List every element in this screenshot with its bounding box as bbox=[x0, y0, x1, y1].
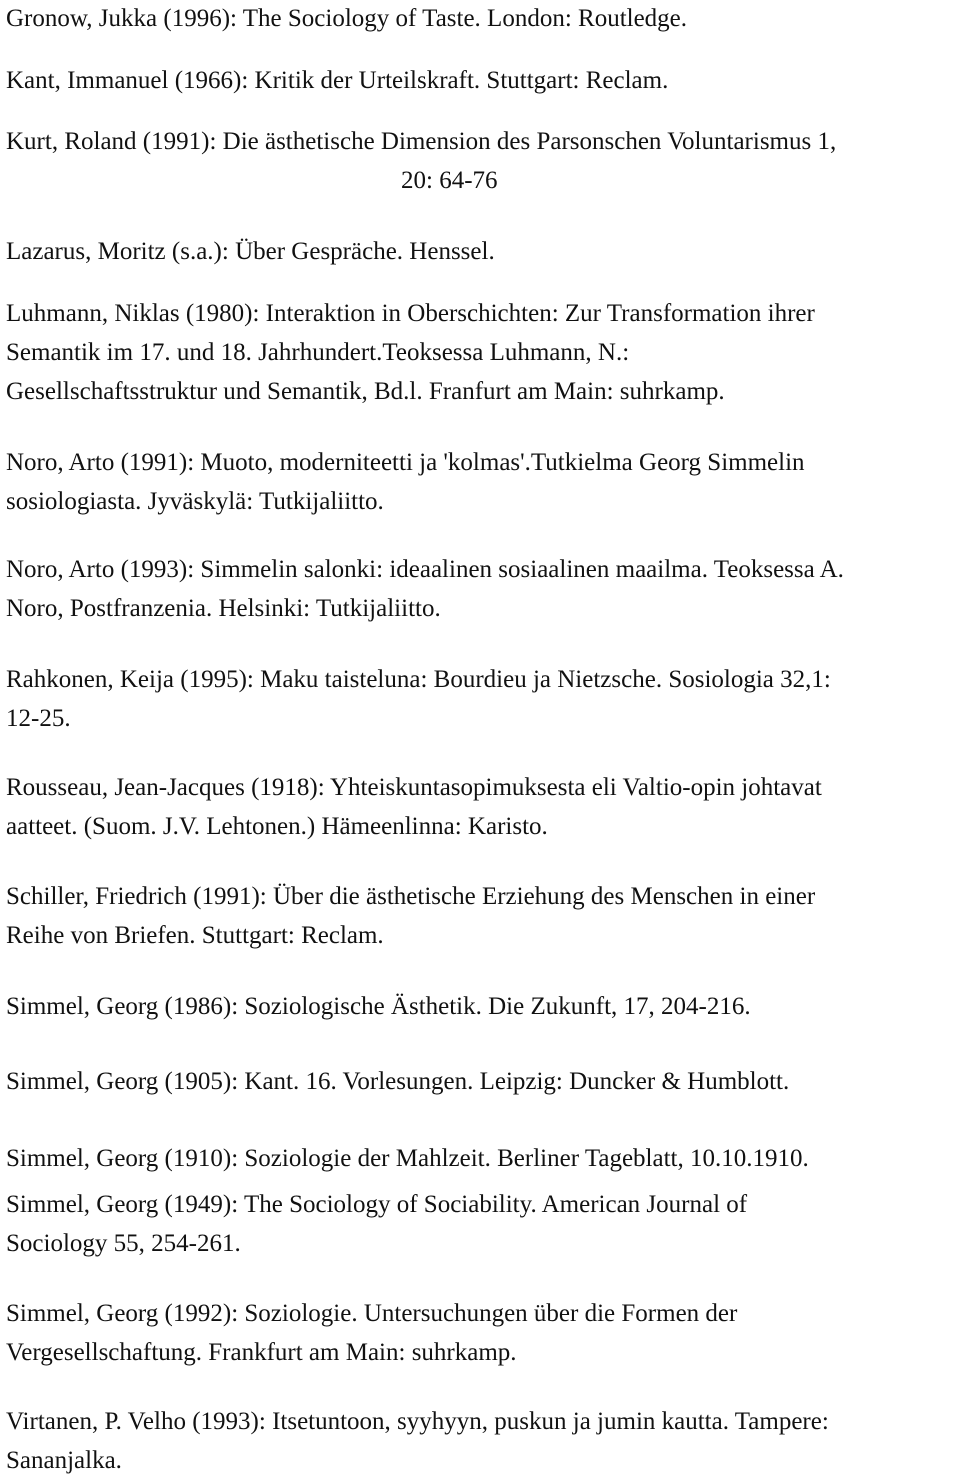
reference-text-line: Virtanen, P. Velho (1993): Itsetuntoon, syyhyyn, puskun ja jumin kautta. Tampere: bbox=[6, 1408, 829, 1435]
reference-item bbox=[6, 987, 956, 1026]
reference-text-line: Simmel, Georg (1910): Soziologie der Mahlzeit. Berliner Tageblatt, 10.10.1910. bbox=[6, 1145, 809, 1172]
reference-text-line: Rahkonen, Keija (1995): Maku taisteluna: Bourdieu ja Nietzsche. Sosiologia 32,1: bbox=[6, 666, 831, 693]
reference-text-line: Reihe von Briefen. Stuttgart: Reclam. bbox=[6, 922, 384, 949]
reference-text-line: Noro, Postfranzenia. Helsinki: Tutkijaliitto. bbox=[6, 595, 441, 622]
reference-text-line: Noro, Arto (1993): Simmelin salonki: ideaalinen sosiaalinen maailma. Teoksessa A. bbox=[6, 556, 844, 583]
reference-item bbox=[6, 550, 956, 628]
reference-item bbox=[6, 0, 956, 38]
reference-text-line: Sociology 55, 254-261. bbox=[6, 1230, 241, 1257]
reference-text-line: Simmel, Georg (1949): The Sociology of Sociability. American Journal of bbox=[6, 1191, 748, 1218]
reference-item bbox=[6, 1139, 956, 1178]
reference-text-line: 20: 64-76 bbox=[401, 167, 498, 194]
reference-text-line: Rousseau, Jean-Jacques (1918): Yhteiskuntasopimuksesta eli Valtio-opin johtavat bbox=[6, 774, 822, 801]
reference-text-line: Schiller, Friedrich (1991): Über die ästhetische Erziehung des Menschen in einer bbox=[6, 883, 816, 910]
reference-text-line: Luhmann, Niklas (1980): Interaktion in Oberschichten: Zur Transformation ihrer bbox=[6, 300, 815, 327]
reference-item bbox=[6, 768, 956, 846]
reference-item bbox=[6, 61, 956, 100]
reference-item bbox=[6, 1185, 956, 1263]
reference-item bbox=[6, 660, 956, 738]
reference-item bbox=[6, 877, 956, 955]
reference-text-line: aatteet. (Suom. J.V. Lehtonen.) Hämeenlinna: Karisto. bbox=[6, 813, 548, 840]
reference-text-line: Kurt, Roland (1991): Die ästhetische Dimension des Parsonschen Voluntarismus 1, bbox=[6, 128, 837, 155]
reference-text-line: Sananjalka. bbox=[6, 1447, 122, 1474]
reference-text-line: 12-25. bbox=[6, 705, 71, 732]
reference-text-line: Simmel, Georg (1905): Kant. 16. Vorlesungen. Leipzig: Duncker & Humblott. bbox=[6, 1068, 790, 1095]
reference-text-line: Gesellschaftsstruktur und Semantik, Bd.l. Franfurt am Main: suhrkamp. bbox=[6, 378, 725, 405]
reference-item bbox=[6, 1062, 956, 1101]
reference-text-line: Vergesellschaftung. Frankfurt am Main: suhrkamp. bbox=[6, 1339, 517, 1366]
reference-item bbox=[6, 294, 956, 411]
reference-text-line: Lazarus, Moritz (s.a.): Über Gespräche. Henssel. bbox=[6, 238, 495, 265]
reference-text-line: Simmel, Georg (1986): Soziologische Ästhetik. Die Zukunft, 17, 204-216. bbox=[6, 993, 751, 1020]
reference-item bbox=[6, 1402, 956, 1480]
reference-item bbox=[6, 443, 956, 521]
reference-item bbox=[6, 232, 956, 271]
reference-item bbox=[6, 1294, 956, 1372]
reference-text-line: sosiologiasta. Jyväskylä: Tutkijaliitto. bbox=[6, 488, 384, 515]
reference-text-line: Noro, Arto (1991): Muoto, moderniteetti ja 'kolmas'.Tutkielma Georg Simmelin bbox=[6, 449, 805, 476]
reference-item bbox=[6, 122, 956, 200]
reference-text-line: Simmel, Georg (1992): Soziologie. Untersuchungen über die Formen der bbox=[6, 1300, 738, 1327]
reference-text-line: Semantik im 17. und 18. Jahrhundert.Teoksessa Luhmann, N.: bbox=[6, 339, 630, 366]
reference-text-line: Kant, Immanuel (1966): Kritik der Urteilskraft. Stuttgart: Reclam. bbox=[6, 67, 669, 94]
reference-text-line: Gronow, Jukka (1996): The Sociology of Taste. London: Routledge. bbox=[6, 5, 688, 32]
